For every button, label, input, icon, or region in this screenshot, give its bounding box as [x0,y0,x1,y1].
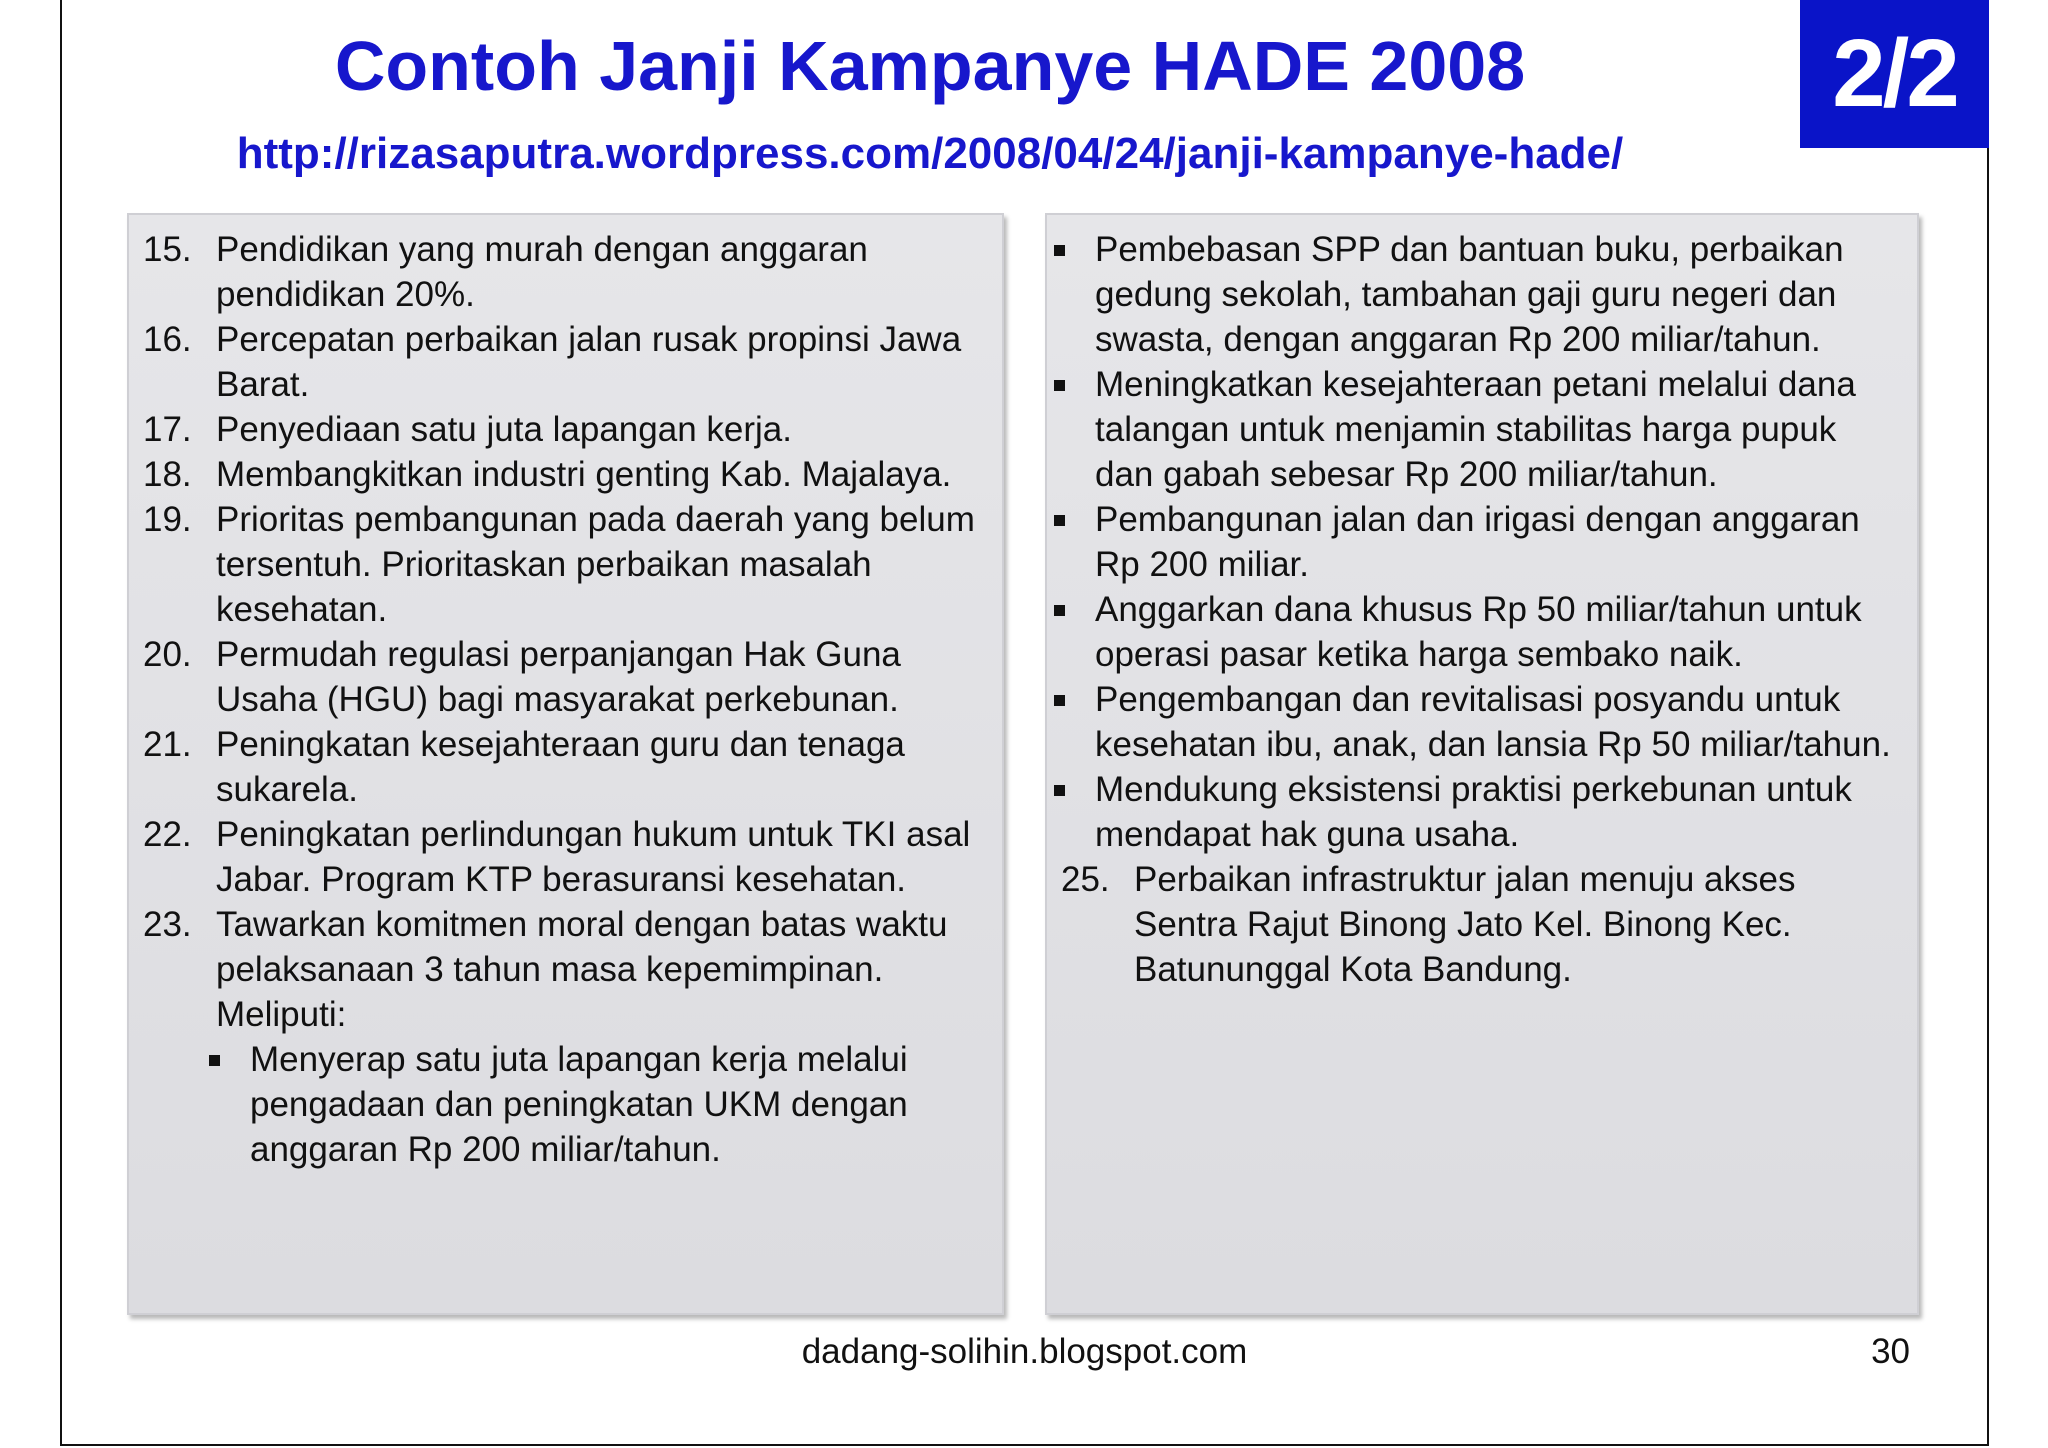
bullet-item [1047,362,1897,497]
item-text: Pendidikan yang murah dengan anggaran pendidikan 20%. [216,230,868,314]
item-text: Peningkatan kesejahteraan guru dan tenaga sukarela. [216,725,905,809]
list-item [143,632,982,722]
item-number: 25. [1061,860,1110,899]
bullet-text: Meningkatkan kesejahteraan petani melalui dana talangan untuk menjamin stabilitas harga pupuk dan gabah sebesar Rp 200 miliar/tahun. [1095,365,1856,494]
item-number: 21. [143,725,192,764]
item-number: 16. [143,320,192,359]
item-number: 19. [143,500,192,539]
item-number: 20. [143,635,192,674]
item-number: 15. [143,230,192,269]
bullet-item [1047,497,1897,587]
item-number: 17. [143,410,192,449]
list-item [1047,857,1917,992]
footer-source: dadang-solihin.blogspot.com [801,1332,1248,1371]
square-bullet-icon [1047,497,1095,587]
bullet-list [1047,215,1917,857]
numbered-list [129,215,1002,1037]
bullet-text: Anggarkan dana khusus Rp 50 miliar/tahun untuk operasi pasar ketika harga sembako naik. [1095,590,1862,674]
bullet-list [202,1037,1002,1172]
bullet-item [1047,227,1897,362]
square-bullet-icon [1047,677,1095,767]
bullet-item [1047,677,1897,767]
list-item [143,902,982,1037]
bullet-item [1047,587,1897,677]
square-bullet-icon [1047,362,1095,497]
item-text: Perbaikan infrastruktur jalan menuju akses Sentra Rajut Binong Jato Kel. Binong Kec. Batununggal Kota Bandung. [1134,860,1796,989]
item-number: 22. [143,815,192,854]
square-bullet-icon [1047,587,1095,677]
list-item [143,722,982,812]
item-text: Penyediaan satu juta lapangan kerja. [216,410,792,449]
page-number: 30 [1871,1332,1910,1371]
list-item [143,317,982,407]
item-number: 23. [143,905,192,944]
list-item [143,452,982,497]
slide-title: Contoh Janji Kampanye HADE 2008 [334,27,1526,105]
bullet-text: Menyerap satu juta lapangan kerja melalui pengadaan dan peningkatan UKM dengan anggaran Rp 200 miliar/tahun. [250,1040,908,1169]
item-text: Prioritas pembangunan pada daerah yang belum tersentuh. Prioritaskan perbaikan masalah kesehatan. [216,500,975,629]
square-bullet-icon [1047,767,1095,857]
bullet-item [202,1037,1002,1172]
square-bullet-icon [202,1037,250,1172]
list-item [143,497,982,632]
list-item [143,407,982,452]
page-badge: 2/2 [1800,0,1989,148]
item-text: Permudah regulasi perpanjangan Hak Guna Usaha (HGU) bagi masyarakat perkebunan. [216,635,901,719]
item-text: Percepatan perbaikan jalan rusak propinsi Jawa Barat. [216,320,962,404]
list-item [143,227,982,317]
item-number: 18. [143,455,192,494]
bullet-text: Pengembangan dan revitalisasi posyandu untuk kesehatan ibu, anak, dan lansia Rp 50 miliar/tahun. [1095,680,1891,764]
right-content-panel [1045,213,1919,1315]
square-bullet-icon [1047,227,1095,362]
list-item [143,812,982,902]
bullet-text: Pembebasan SPP dan bantuan buku, perbaikan gedung sekolah, tambahan gaji guru negeri dan swasta, dengan anggaran Rp 200 miliar/tahun. [1095,230,1844,359]
bullet-text: Mendukung eksistensi praktisi perkebunan untuk mendapat hak guna usaha. [1095,770,1852,854]
item-text: Tawarkan komitmen moral dengan batas waktu pelaksanaan 3 tahun masa kepemimpinan. Meliputi: [216,905,948,1034]
numbered-list [1047,857,1917,992]
left-content-panel [127,213,1004,1315]
bullet-text: Pembangunan jalan dan irigasi dengan anggaran Rp 200 miliar. [1095,500,1860,584]
item-text: Membangkitkan industri genting Kab. Majalaya. [216,455,952,494]
bullet-item [1047,767,1897,857]
source-url: http://rizasaputra.wordpress.com/2008/04/24/janji-kampanye-hade/ [236,129,1624,178]
item-text: Peningkatan perlindungan hukum untuk TKI asal Jabar. Program KTP berasuransi kesehatan. [216,815,971,899]
